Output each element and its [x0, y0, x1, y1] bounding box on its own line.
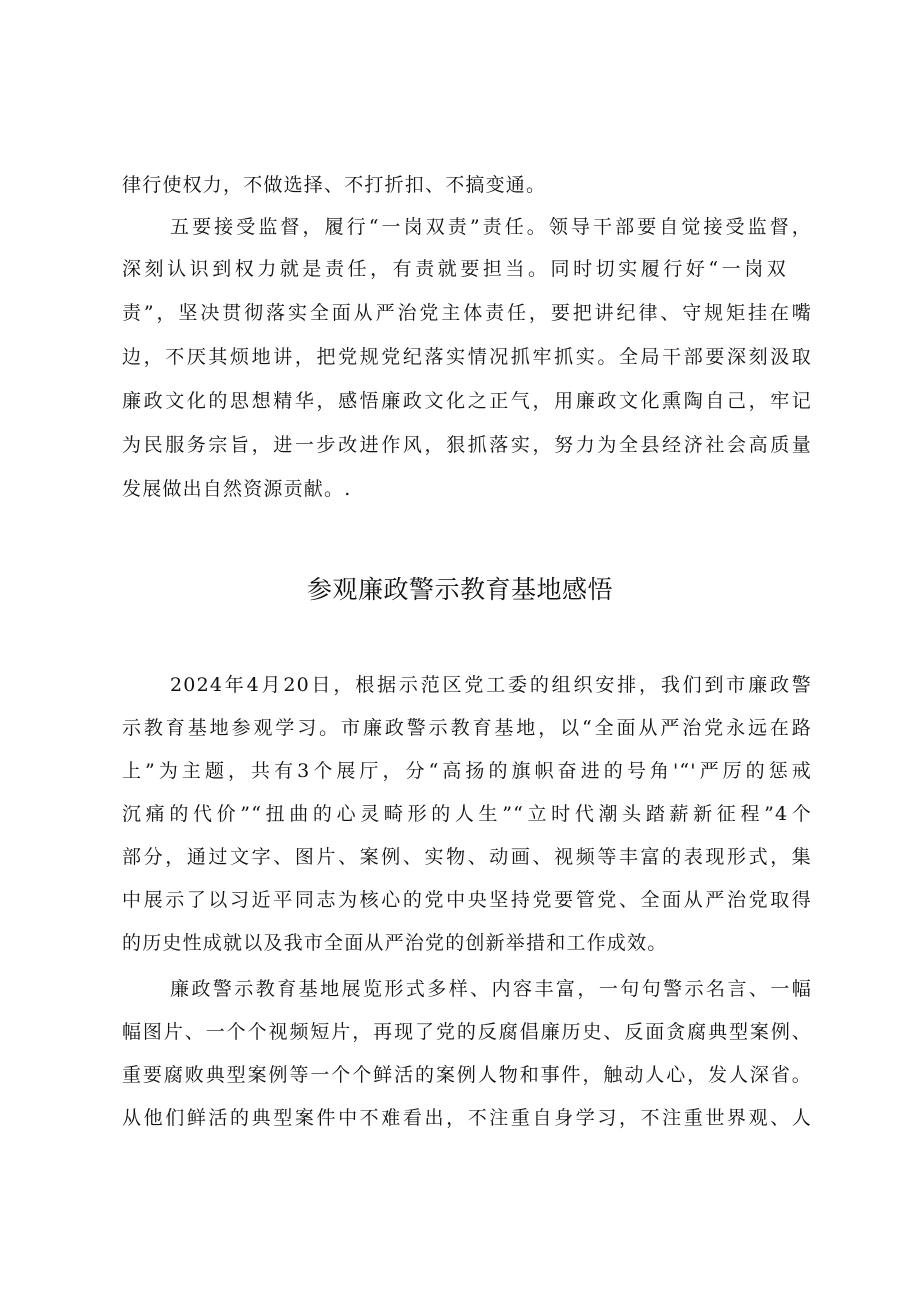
paragraph-line: 边，不厌其烦地讲，把党规党纪落实情况抓牢抓实。全局干部要深刻汲取: [122, 346, 812, 368]
paragraph-line: 廉政文化的思想精华，感悟廉政文化之正气，用廉政文化熏陶自己，牢记: [122, 390, 812, 412]
paragraph-line: 中展示了以习近平同志为核心的党中央坚持党要管党、全面从严治党取得: [122, 889, 812, 911]
paragraph-line: 示教育基地参观学习。市廉政警示教育基地，以“全面从严治党永远在路: [122, 717, 812, 739]
paragraph-line: 幅图片、一个个视频短片，再现了党的反腐倡廉历史、反面贪腐典型案例、: [122, 1021, 812, 1043]
paragraph-line: 的历史性成就以及我市全面从严治党的创新举措和工作成效。: [122, 932, 668, 954]
paragraph-line: 廉政警示教育基地展览形式多样、内容丰富，一句句警示名言、一幅: [170, 978, 812, 1000]
paragraph-line: 律行使权力，不做选择、不打折扣、不搞变通。: [122, 174, 547, 196]
paragraph-line: 部分，通过文字、图片、案例、实物、动画、视频等丰富的表现形式，集: [122, 846, 812, 868]
paragraph-line: 2024年4月20日，根据示范区党工委的组织安排，我们到市廉政警: [170, 674, 812, 696]
paragraph-line: 发展做出自然资源贡献。.: [122, 478, 352, 500]
paragraph-line: 责”，坚决贯彻落实全面从严治党主体责任，要把讲纪律、守规矩挂在嘴: [122, 302, 812, 324]
page-title: 参观廉政警示教育基地感悟: [306, 575, 613, 604]
paragraph-line: 深刻认识到权力就是责任，有责就要担当。同时切实履行好“一岗双: [122, 258, 787, 280]
paragraph-line: 从他们鲜活的典型案件中不难看出，不注重自身学习，不注重世界观、人: [122, 1107, 812, 1129]
paragraph-line: 上”为主题，共有3个展厅，分“高扬的旗帜奋进的号角'“'严厉的惩戒: [122, 760, 812, 782]
paragraph-line: 沉痛的代价”“扭曲的心灵畸形的人生”“立时代潮头踏薪新征程”4个: [122, 803, 812, 825]
paragraph-line: 为民服务宗旨，进一步改进作风，狠抓落实，努力为全县经济社会高质量: [122, 434, 812, 456]
paragraph-line: 重要腐败典型案例等一个个鲜活的案例人物和事件，触动人心，发人深省。: [122, 1064, 812, 1086]
paragraph-line: 五要接受监督，履行“一岗双责”责任。领导干部要自觉接受监督，: [170, 216, 812, 238]
